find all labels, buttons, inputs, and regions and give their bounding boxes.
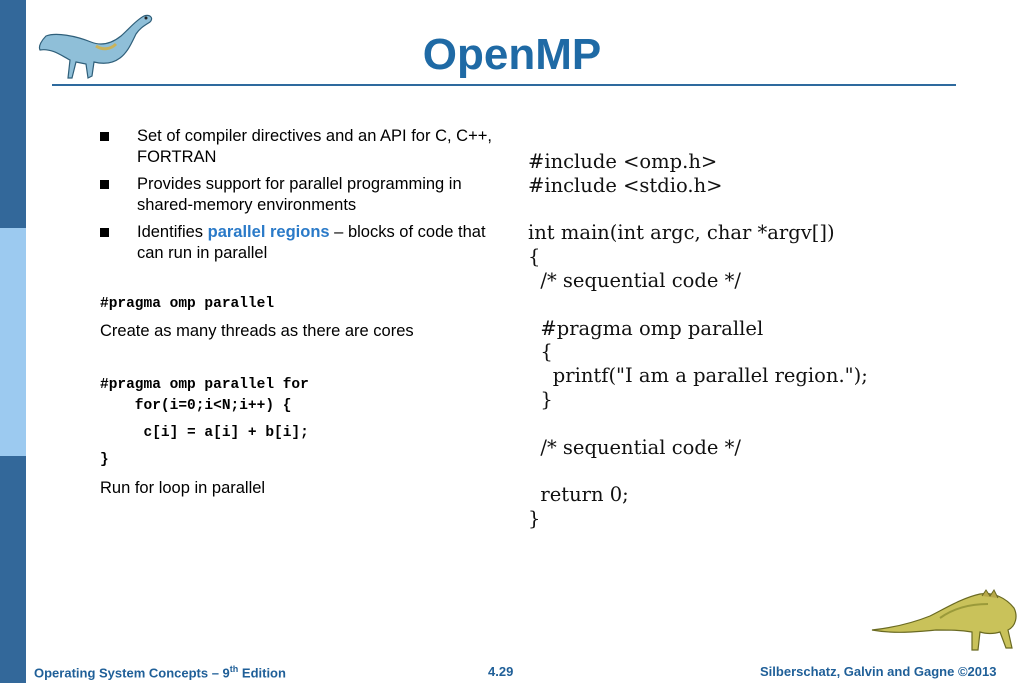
pragma-parallel: #pragma omp parallel xyxy=(100,296,275,312)
sidebar-highlight xyxy=(0,228,26,456)
bullet-square-icon xyxy=(100,132,109,141)
pragma-for-line: } xyxy=(100,452,109,468)
code-line xyxy=(528,412,868,436)
bullet-square-icon xyxy=(100,228,109,237)
sidebar-bar xyxy=(0,0,26,683)
code-line: #include <omp.h> xyxy=(528,150,718,173)
dinosaur-footer-icon xyxy=(870,586,1020,658)
footer-text: Operating System Concepts – 9 xyxy=(34,665,230,681)
left-content xyxy=(100,126,500,499)
bullet-text: Identifies xyxy=(137,223,208,241)
footer-superscript: th xyxy=(229,664,239,674)
code-line: return 0; xyxy=(528,483,629,507)
bullet-text: Set of compiler directives and an API for C, C++, FORTRAN xyxy=(137,127,492,166)
dinosaur-logo-icon xyxy=(36,6,156,86)
code-line: } xyxy=(528,506,541,530)
code-line xyxy=(528,198,868,222)
code-line xyxy=(528,459,868,483)
code-line xyxy=(528,293,868,317)
code-line: { xyxy=(528,340,553,364)
code-block xyxy=(528,150,868,531)
pragma-for-line: for(i=0;i<N;i++) { xyxy=(100,398,292,414)
footer-authors: Silberschatz, Galvin and Gagne ©2013 xyxy=(760,664,997,679)
pragma-for-line: c[i] = a[i] + b[i]; xyxy=(100,425,309,441)
bullet-item xyxy=(100,174,500,216)
highlight-text: parallel regions xyxy=(207,223,330,241)
pragma-parallel-desc: Create as many threads as there are cores xyxy=(100,322,414,340)
code-line: { xyxy=(528,245,541,269)
bullet-square-icon xyxy=(100,180,109,189)
code-line: printf("I am a parallel region."); xyxy=(528,364,868,388)
title-divider xyxy=(52,84,956,86)
code-line: } xyxy=(528,387,553,411)
code-line: #pragma omp parallel xyxy=(528,316,764,340)
code-line: int main(int argc, char *argv[]) xyxy=(528,221,835,245)
bullet-text: Provides support for parallel programming in shared-memory environments xyxy=(137,175,462,214)
code-line: /* sequential code */ xyxy=(528,268,741,292)
bullet-text: – blocks of code that can run in parallel xyxy=(137,223,486,262)
code-line: #include <stdio.h> xyxy=(528,173,723,197)
page-title: OpenMP xyxy=(422,30,602,79)
footer-text: Edition xyxy=(238,665,286,681)
bullet-item xyxy=(100,126,500,168)
page-number: 4.29 xyxy=(488,664,514,679)
code-line: /* sequential code */ xyxy=(528,435,741,459)
pragma-for-line: #pragma omp parallel for xyxy=(100,377,309,393)
footer-book-title xyxy=(34,664,286,680)
pragma-for-desc: Run for loop in parallel xyxy=(100,479,266,497)
bullet-item xyxy=(100,222,500,264)
